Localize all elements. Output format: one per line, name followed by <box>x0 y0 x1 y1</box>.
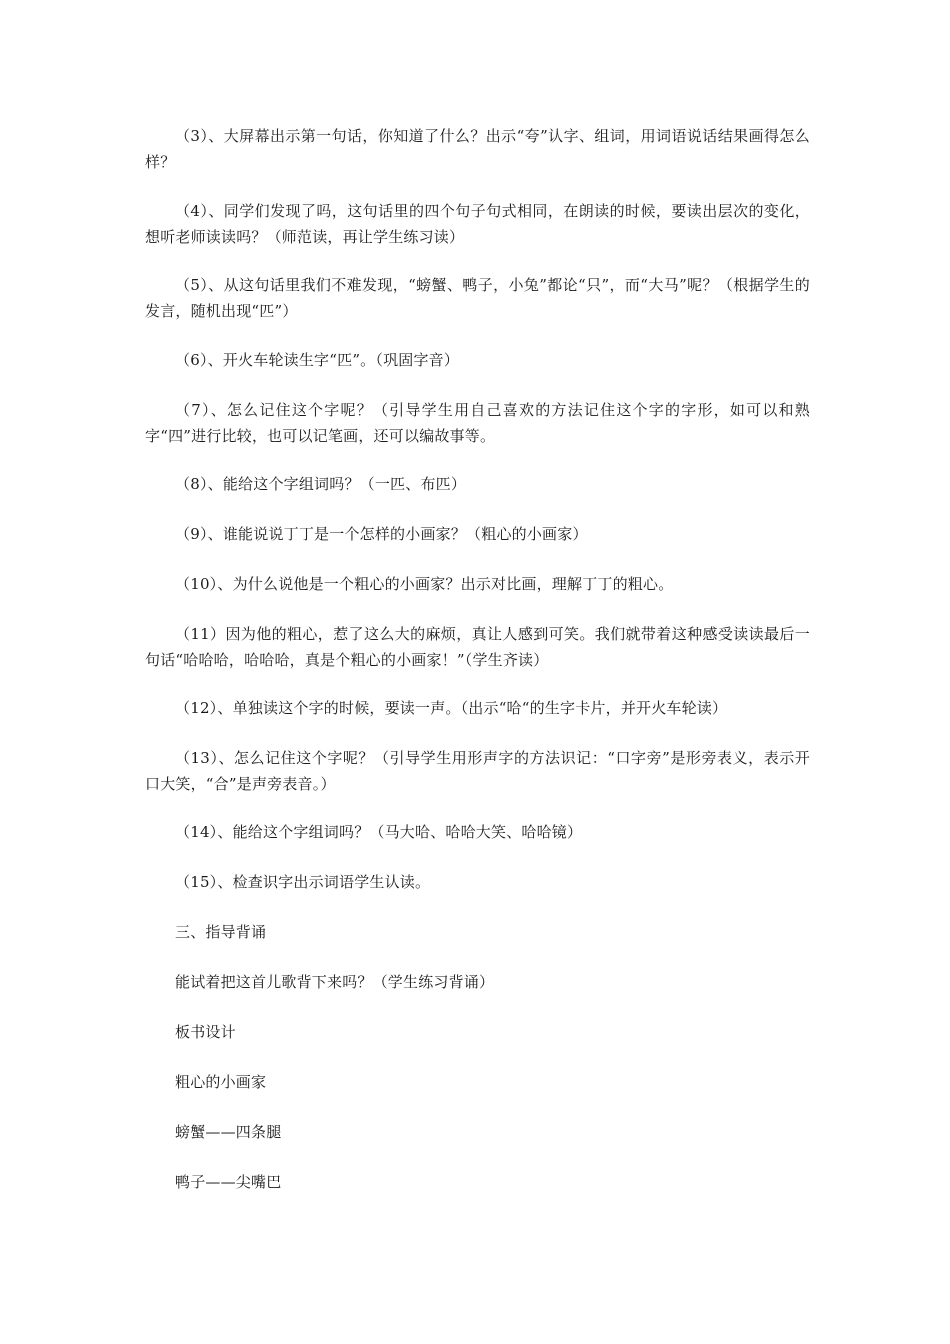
paragraph-10: （10）、为什么说他是一个粗心的小画家？出示对比画，理解丁丁的粗心。 <box>175 575 674 593</box>
board-design-heading: 板书设计 <box>175 1023 236 1041</box>
paragraph-14: （14）、能给这个字组词吗？（马大哈、哈哈大笑、哈哈镜） <box>175 823 583 841</box>
board-design-line-crab: 螃蟹——四条腿 <box>175 1123 282 1141</box>
section-heading-recitation: 三、指导背诵 <box>175 923 267 941</box>
paragraph-4: （4）、同学们发现了吗，这句话里的四个句子句式相同，在朗读的时候，要读出层次的变化，想听老师读读吗？（师范读，再让学生练习读） <box>145 202 810 246</box>
paragraph-7: （7）、怎么记住这个字呢？（引导学生用自己喜欢的方法记住这个字的字形，如可以和熟字“四”进行比较，也可以记笔画，还可以编故事等。 <box>145 401 810 445</box>
paragraph-11: （11）因为他的粗心，惹了这么大的麻烦，真让人感到可笑。我们就带着这种感受读读最后一句话“哈哈哈，哈哈哈，真是个粗心的小画家！”（学生齐读） <box>145 625 810 669</box>
paragraph-6: （6）、开火车轮读生字“匹”。（巩固字音） <box>175 351 460 369</box>
paragraph-3: （3）、大屏幕出示第一句话，你知道了什么？出示“夸”认字、组词，用词语说话结果画得怎么样？ <box>145 127 810 171</box>
paragraph-15: （15）、检查识字出示词语学生认读。 <box>175 873 431 891</box>
paragraph-12: （12）、单独读这个字的时候，要读一声。（出示“哈“的生字卡片，并开火车轮读） <box>175 699 728 717</box>
paragraph-13: （13）、怎么记住这个字呢？（引导学生用形声字的方法识记：“口字旁”是形旁表义，表示开口大笑，“合”是声旁表音。） <box>145 749 810 793</box>
board-design-line-duck: 鸭子——尖嘴巴 <box>175 1173 282 1191</box>
paragraph-5: （5）、从这句话里我们不难发现，“螃蟹、鸭子，小兔”都论“只”，而“大马”呢？（根据学生的发言，随机出现“匹”） <box>145 276 810 320</box>
paragraph-9: （9）、谁能说说丁丁是一个怎样的小画家？（粗心的小画家） <box>175 525 588 543</box>
paragraph-recite-question: 能试着把这首儿歌背下来吗？（学生练习背诵） <box>175 973 495 991</box>
paragraph-8: （8）、能给这个字组词吗？（一匹、布匹） <box>175 475 467 493</box>
board-design-title: 粗心的小画家 <box>175 1073 267 1091</box>
